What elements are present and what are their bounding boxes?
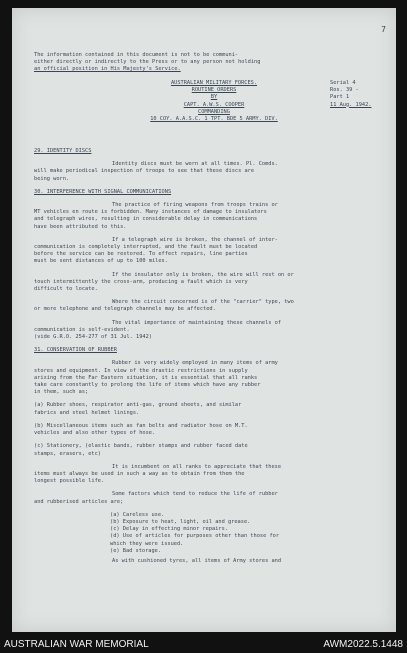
text-line: communication is completely interrupted, and the fault must be located: [34, 244, 258, 251]
header-line: COMMANDING: [198, 108, 230, 115]
text-line: (b) Miscellaneous items such as fan belts and radiator hose on M.T.: [34, 422, 248, 429]
paragraph: [34, 443, 384, 457]
paragraph: [34, 423, 384, 437]
text-line: vehicles and also other types of hose.: [34, 430, 156, 437]
text-line: stores and equipment. In view of the drastic restrictions in supply: [34, 367, 248, 374]
text-line: and telegraph wires, resulting in considerable delay in communications: [34, 216, 258, 223]
text-line: in them, such as;: [34, 389, 89, 396]
text-line: longest possible life.: [34, 478, 105, 485]
document-sheet: [12, 8, 396, 632]
text-line: and rubberised articles are;: [34, 498, 124, 505]
paragraph: [34, 360, 384, 396]
list-item: (e) Bad storage.: [110, 547, 162, 554]
text-line: If the insulator only is broken, the wire will rest on or: [112, 271, 294, 278]
paragraph: [34, 299, 384, 313]
paragraph: [34, 161, 384, 183]
header-line: BY: [210, 94, 218, 101]
text-line: being worn.: [34, 175, 70, 182]
footer-accession-number: AWM2022.5.1448: [323, 639, 403, 650]
paragraph: [34, 558, 384, 565]
paragraph: [34, 320, 384, 342]
section-heading: 29. IDENTITY DISCS: [34, 148, 92, 154]
corner-mark: 7: [381, 25, 386, 34]
text-line: touch intermittently the cross-arm, producing a fault which is very: [34, 278, 248, 285]
section-heading: 30. INTERFERENCE WITH SIGNAL COMMUNICATIONS: [34, 188, 172, 195]
text-line: stamps, erasers, etc): [34, 450, 101, 457]
text-line: have been attributed to this.: [34, 223, 127, 230]
text-line: Identity discs must be worn at all times. Pl. Comds.: [112, 161, 278, 168]
serial-line: Ros. 39 -: [330, 87, 359, 94]
section-heading: 31. CONSERVATION OF RUBBER: [34, 347, 117, 354]
text-line: Rubber is very widely employed in many items of army: [112, 360, 278, 367]
serial-line: 11 Aug. 1942.: [330, 101, 372, 108]
text-line: As with cushioned tyres, all items of Army stores and: [112, 557, 282, 564]
paragraph: [34, 202, 384, 231]
header-line: CAPT. A.W.S. COOPER: [183, 101, 245, 108]
paragraph: [34, 402, 384, 416]
text-line: difficult to locate.: [34, 286, 98, 293]
text-line: communication is self-evident.: [34, 326, 130, 333]
serial-line: Part 1: [330, 94, 350, 101]
text-line: Where the circuit concerned is of the "carrier" type, two: [112, 299, 294, 306]
serial-block: [330, 80, 390, 109]
list-item: (b) Exposure to heat, light, oil and grease.: [110, 518, 251, 525]
text-line: before the service can be restored. To effect repairs, line parties: [34, 251, 248, 258]
orders-body: [34, 146, 384, 571]
text-line: take care constantly to prolong the life of items which have any rubber: [34, 382, 261, 389]
footer-institution: AUSTRALIAN WAR MEMORIAL: [4, 639, 149, 650]
text-line: must be sent distances of up to 100 miles.: [34, 258, 168, 265]
factor-list: [34, 512, 384, 555]
text-line: fabrics and steel helmet linings.: [34, 409, 140, 416]
list-item: (d) Use of articles for purposes other than those for: [110, 533, 280, 540]
text-line: It is incumbent on all ranks to appreciate that these: [112, 463, 282, 470]
paragraph: [34, 491, 384, 505]
paragraph: [34, 272, 384, 294]
text-line: MT vehicles en route is forbidden. Many instances of damage to insulators: [34, 209, 267, 216]
notice-line: either directly or indirectly to the Press or to any person not holding: [34, 59, 261, 66]
header-line: ROUTINE ORDERS: [191, 87, 237, 94]
notice-line: The information contained in this document is not to be communi-: [34, 52, 239, 58]
text-line: (vide G.R.O. 254-277 of 31 Jul. 1942): [34, 334, 152, 341]
list-item: which they were issued.: [110, 540, 184, 547]
text-line: The vital importance of maintaining these channels of: [112, 319, 282, 326]
serial-line: Serial 4: [330, 80, 356, 86]
text-line: The practice of firing weapons from troops trains or: [112, 202, 278, 209]
list-item: (c) Delay in effecting minor repairs.: [110, 526, 228, 533]
text-line: or more telephone and telegraph channels may be affected.: [34, 306, 216, 313]
text-line: (a) Rubber shoes, respirator anti-gas, ground sheets, and similar: [34, 402, 242, 409]
text-line: will make periodical inspection of troops to see that these discs are: [34, 168, 255, 175]
text-line: arising from the Far Eastern situation, it is essential that all ranks: [34, 374, 258, 381]
header-line: AUSTRALIAN MILITARY FORCES.: [170, 80, 258, 86]
archive-footer: [0, 636, 407, 653]
orders-header: [124, 80, 304, 123]
text-line: Some factors which tend to reduce the life of rubber: [112, 491, 278, 498]
text-line: (c) Stationery, (elastic bands, rubber stamps and rubber faced date: [34, 443, 248, 450]
paragraph: [34, 237, 384, 266]
security-notice: [34, 52, 374, 74]
list-item: (a) Careless use.: [110, 511, 165, 518]
notice-line: an official position in His Majesty's Service.: [34, 66, 181, 73]
text-line: items must always be used in such a way as to obtain from them the: [34, 470, 245, 477]
paragraph: [34, 464, 384, 486]
text-line: If a telegraph wire is broken, the channel of inter-: [112, 236, 278, 243]
header-line: 10 COY. A.A.S.C. 1 TPT. BDE 5 ARMY. DIV.: [150, 116, 278, 123]
